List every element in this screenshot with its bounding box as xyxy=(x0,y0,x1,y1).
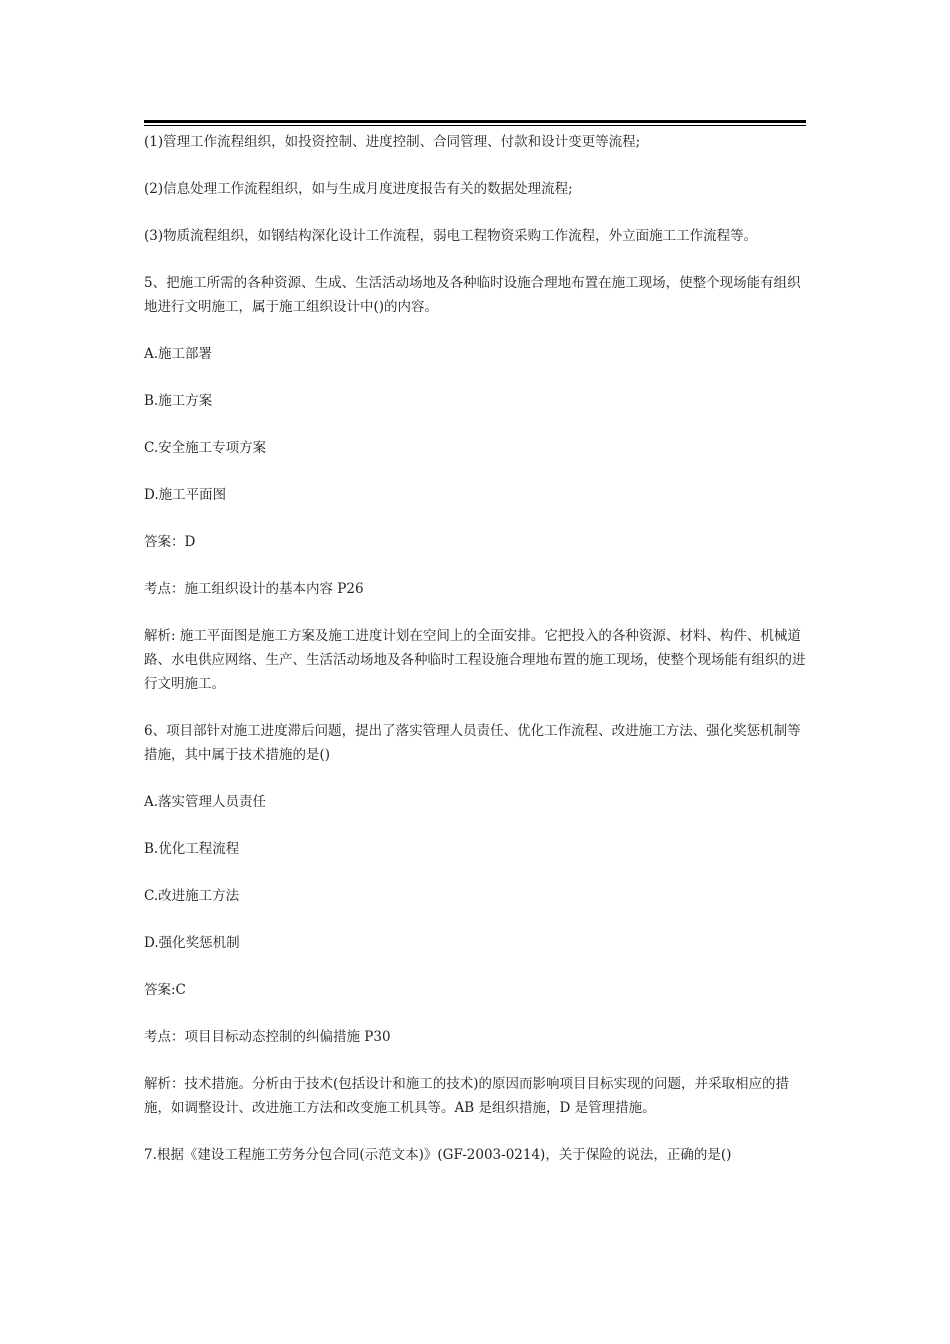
q6-option-c: C.改进施工方法 xyxy=(144,888,240,904)
q6-analysis: 解析：技术措施。分析由于技术(包括设计和施工的技术)的原因而影响项目目标实现的问题，并采取相应的措施，如调整设计、改进施工方法和改变施工机具等。AB 是组织措施，D 是管理措施。 xyxy=(144,1076,790,1116)
flow-item-2: (2)信息处理工作流程组织，如与生成月度进度报告有关的数据处理流程; xyxy=(144,181,573,197)
question-7: 7.根据《建设工程施工劳务分包合同(示范文本)》(GF-2003-0214)，关于保险的说法，正确的是() xyxy=(144,1147,732,1163)
q5-topic: 考点：施工组织设计的基本内容 P26 xyxy=(144,581,364,597)
header-rule-thick xyxy=(144,120,806,123)
question-5: 5、把施工所需的各种资源、生成、生活活动场地及各种临时设施合理地布置在施工现场，使整个现场能有组织地进行文明施工，属于施工组织设计中()的内容。 xyxy=(144,275,801,315)
flow-item-3: (3)物质流程组织，如钢结构深化设计工作流程，弱电工程物资采购工作流程，外立面施工工作流程等。 xyxy=(144,228,758,244)
q5-answer: 答案：D xyxy=(144,534,196,550)
q6-answer: 答案:C xyxy=(144,982,186,998)
header-rule-thin xyxy=(144,125,806,126)
q5-option-c: C.安全施工专项方案 xyxy=(144,440,267,456)
q5-option-b: B.施工方案 xyxy=(144,393,213,409)
question-6: 6、项目部针对施工进度滞后问题，提出了落实管理人员责任、优化工作流程、改进施工方法、强化奖惩机制等措施，其中属于技术措施的是() xyxy=(144,723,801,763)
q5-option-d: D.施工平面图 xyxy=(144,487,227,503)
q6-topic: 考点：项目目标动态控制的纠偏措施 P30 xyxy=(144,1029,391,1045)
q6-option-b: B.优化工程流程 xyxy=(144,841,240,857)
flow-item-1: (1)管理工作流程组织，如投资控制、进度控制、合同管理、付款和设计变更等流程; xyxy=(144,134,641,150)
document-body xyxy=(144,130,809,1167)
q5-option-a: A.施工部署 xyxy=(144,346,213,362)
q6-option-a: A.落实管理人员责任 xyxy=(144,794,267,810)
q5-analysis: 解析: 施工平面图是施工方案及施工进度计划在空间上的全面安排。它把投入的各种资源、材料、构件、机械道路、水电供应网络、生产、生活活动场地及各种临时工程设施合理地布置的施工现场，使整个现场能有组织的进行文明施工。 xyxy=(144,628,806,692)
q6-option-d: D.强化奖惩机制 xyxy=(144,935,240,951)
